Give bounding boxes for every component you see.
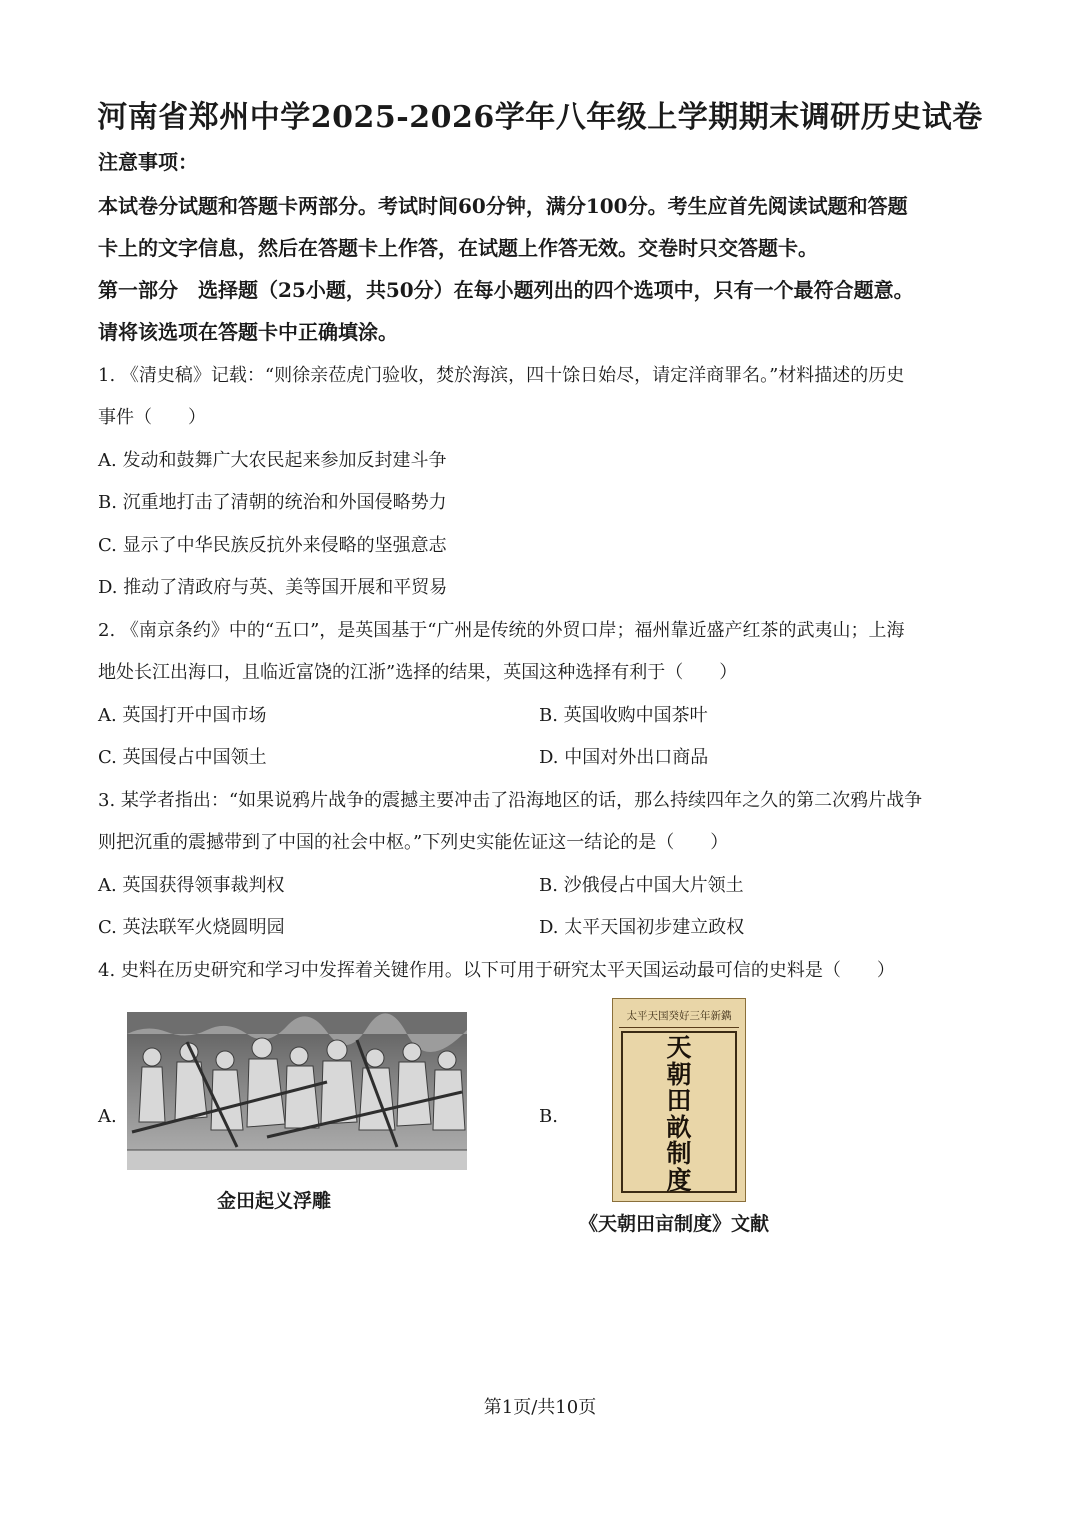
- q3-option-d: D. 太平天国初步建立政权: [539, 917, 745, 938]
- q2-option-c: C. 英国侵占中国领土: [98, 747, 267, 768]
- part1-instruction-line-1: 第一部分 选择题（25小题，共50分）在每小题列出的四个选项中，只有一个最符合题意。: [98, 278, 914, 302]
- exam-title: 河南省郑州中学2025-2026学年八年级上学期期末调研历史试卷: [97, 100, 983, 135]
- q2-stem-line-2: 地处长江出海口，且临近富饶的江浙”选择的结果，英国这种选择有利于（ ）: [98, 662, 738, 683]
- book-title-char: 畝: [666, 1112, 692, 1142]
- book-title-char: 度: [666, 1165, 692, 1195]
- notice-line-1: 本试卷分试题和答题卡两部分。考试时间60分钟，满分100分。考生应首先阅读试题和答题: [98, 194, 908, 218]
- jintian-uprising-relief-image: [127, 1012, 467, 1170]
- book-title-char: 朝: [666, 1059, 692, 1089]
- q2-option-d: D. 中国对外出口商品: [539, 747, 709, 768]
- book-title-frame: [621, 1031, 737, 1193]
- q1-stem-line-1: 1. 《清史稿》记载：“则徐亲莅虎门验收，焚於海滨，四十馀日始尽，请定洋商罪名。”材料描述的历史: [98, 365, 905, 386]
- q2-option-a: A. 英国打开中国市场: [98, 705, 267, 726]
- part1-instruction-line-2: 请将该选项在答题卡中正确填涂。: [98, 320, 398, 344]
- q3-option-a: A. 英国获得领事裁判权: [98, 875, 285, 896]
- tianchao-land-system-document-image: [612, 998, 746, 1202]
- q3-stem-line-1: 3. 某学者指出：“如果说鸦片战争的震撼主要冲击了沿海地区的话，那么持续四年之久的第二次鸦片战争: [98, 790, 923, 811]
- q4-option-a-caption: 金田起义浮雕: [217, 1190, 332, 1212]
- notice-line-2: 卡上的文字信息，然后在答题卡上作答，在试题上作答无效。交卷时只交答题卡。: [98, 236, 818, 260]
- book-title-char: 天: [666, 1033, 692, 1062]
- q1-stem-line-2: 事件（ ）: [98, 407, 206, 428]
- q2-option-b: B. 英国收购中国茶叶: [539, 705, 708, 726]
- q3-option-b: B. 沙俄侵占中国大片领土: [539, 875, 744, 896]
- relief-illustration: [127, 1012, 467, 1170]
- book-title: [623, 1035, 735, 1194]
- q3-option-c: C. 英法联军火烧圆明园: [98, 917, 285, 938]
- q4-option-a-label: A.: [98, 1106, 117, 1127]
- book-title-char: 田: [666, 1086, 692, 1115]
- q3-stem-line-2: 则把沉重的震撼带到了中国的社会中枢。”下列史实能佐证这一结论的是（ ）: [98, 832, 729, 853]
- q1-option-b: B. 沉重地打击了清朝的统治和外国侵略势力: [98, 492, 447, 513]
- q4-option-b-caption: 《天朝田亩制度》文献: [579, 1213, 770, 1235]
- page-footer: 第1页/共10页: [483, 1397, 597, 1418]
- q1-option-c: C. 显示了中华民族反抗外来侵略的坚强意志: [98, 535, 447, 556]
- book-title-char: 制: [666, 1139, 692, 1168]
- q4-stem: 4. 史料在历史研究和学习中发挥着关键作用。以下可用于研究太平天国运动最可信的史料是（ ）: [98, 960, 895, 981]
- q1-option-d: D. 推动了清政府与英、美等国开展和平贸易: [98, 577, 448, 598]
- q1-option-a: A. 发动和鼓舞广大农民起来参加反封建斗争: [98, 450, 447, 471]
- q4-option-b-label: B.: [539, 1106, 558, 1127]
- q2-stem-line-1: 2. 《南京条约》中的“五口”，是英国基于“广州是传统的外贸口岸；福州靠近盛产红茶的武夷山；上海: [98, 620, 905, 641]
- book-header-text: 太平天国癸好三年新鐫: [619, 1005, 739, 1028]
- notice-heading: 注意事项：: [98, 150, 198, 174]
